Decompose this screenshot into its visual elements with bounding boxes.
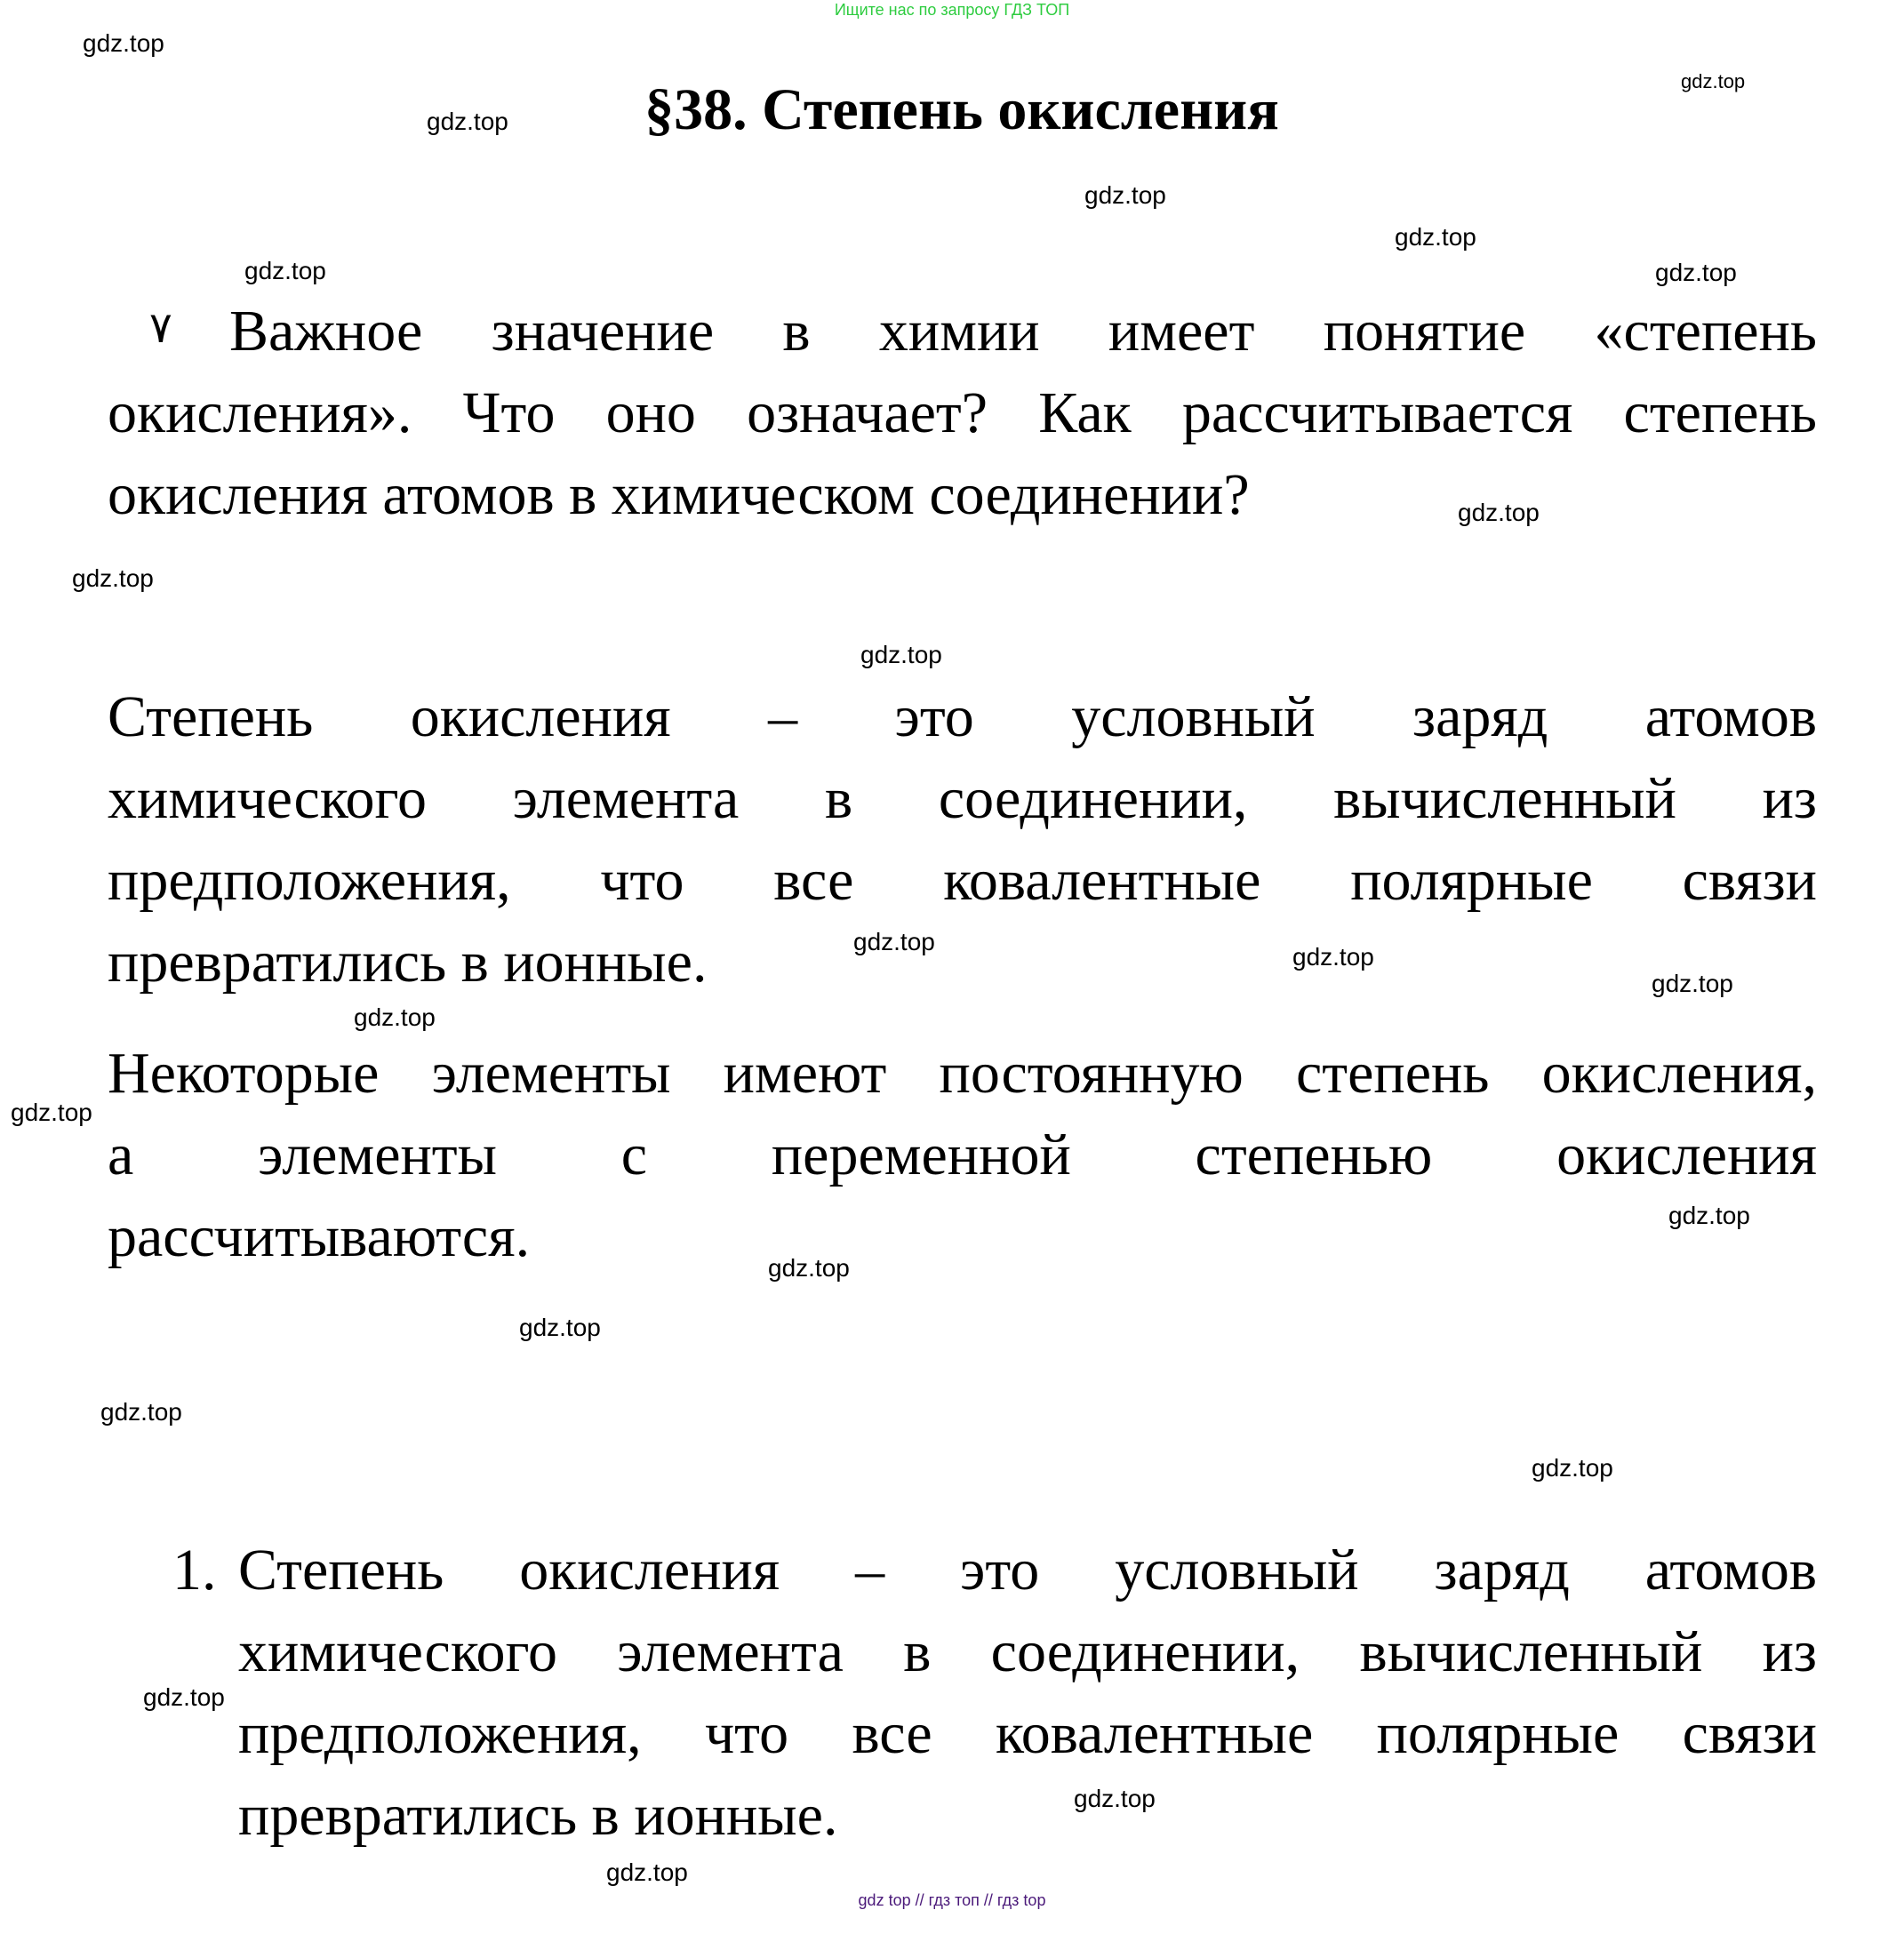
answer-line: Степень окисления – это условный заряд атомов <box>238 1538 1817 1602</box>
question-line: окисления». Что оно означает? Как рассчитывается степень <box>108 380 1817 445</box>
definition-line: превратились в ионные. <box>108 930 708 995</box>
watermark: gdz.top <box>354 1003 436 1031</box>
footer-text: gdz top // гдз топ // гдз top <box>858 1891 1046 1909</box>
page-title-container <box>0 73 1904 148</box>
watermark: gdz.top <box>1668 1202 1750 1229</box>
answer-line: предположения, что все ковалентные полярные связи <box>238 1701 1817 1766</box>
watermark: gdz.top <box>143 1683 225 1711</box>
watermark: gdz.top <box>1532 1454 1613 1482</box>
question-line: Важное значение в химии имеет понятие «степень <box>229 299 1817 364</box>
watermark: gdz.top <box>11 1099 92 1126</box>
watermark: gdz.top <box>1681 70 1746 92</box>
watermark: gdz.top <box>1074 1785 1156 1812</box>
watermark: gdz.top <box>83 29 164 57</box>
question-line: окисления атомов в химическом соединении? <box>108 462 1250 527</box>
answer-line: химического элемента в соединении, вычисленный из <box>238 1619 1817 1684</box>
definition-line: Степень окисления – это условный заряд атомов <box>108 684 1817 749</box>
watermark: gdz.top <box>1652 970 1733 997</box>
constant-line: а элементы с переменной степенью окисления <box>108 1123 1817 1187</box>
watermark: gdz.top <box>1292 943 1374 971</box>
watermark: gdz.top <box>1458 499 1540 526</box>
watermark: gdz.top <box>1655 259 1737 286</box>
top-banner: Ищите нас по запросу ГДЗ ТОП <box>834 1 1070 19</box>
watermark: gdz.top <box>427 108 508 135</box>
watermark: gdz.top <box>1084 181 1166 209</box>
check-mark-icon: ٧ <box>149 305 172 352</box>
watermark: gdz.top <box>519 1314 601 1341</box>
watermark: gdz.top <box>860 641 942 668</box>
watermark: gdz.top <box>853 928 935 955</box>
watermark: gdz.top <box>768 1254 850 1282</box>
watermark: gdz.top <box>72 564 154 592</box>
watermark: gdz.top <box>606 1858 688 1886</box>
watermark: gdz.top <box>100 1398 182 1426</box>
watermark: gdz.top <box>244 257 326 284</box>
constant-line: рассчитываются. <box>108 1204 531 1269</box>
definition-line: предположения, что все ковалентные полярные связи <box>108 848 1817 913</box>
answer-line: превратились в ионные. <box>238 1783 838 1848</box>
definition-line: химического элемента в соединении, вычисленный из <box>108 766 1817 831</box>
constant-line: Некоторые элементы имеют постоянную степень окисления, <box>108 1041 1817 1106</box>
answer-number: 1. <box>172 1538 217 1602</box>
page-title: §38. Степень окисления <box>644 77 1279 142</box>
watermark: gdz.top <box>1395 223 1476 251</box>
